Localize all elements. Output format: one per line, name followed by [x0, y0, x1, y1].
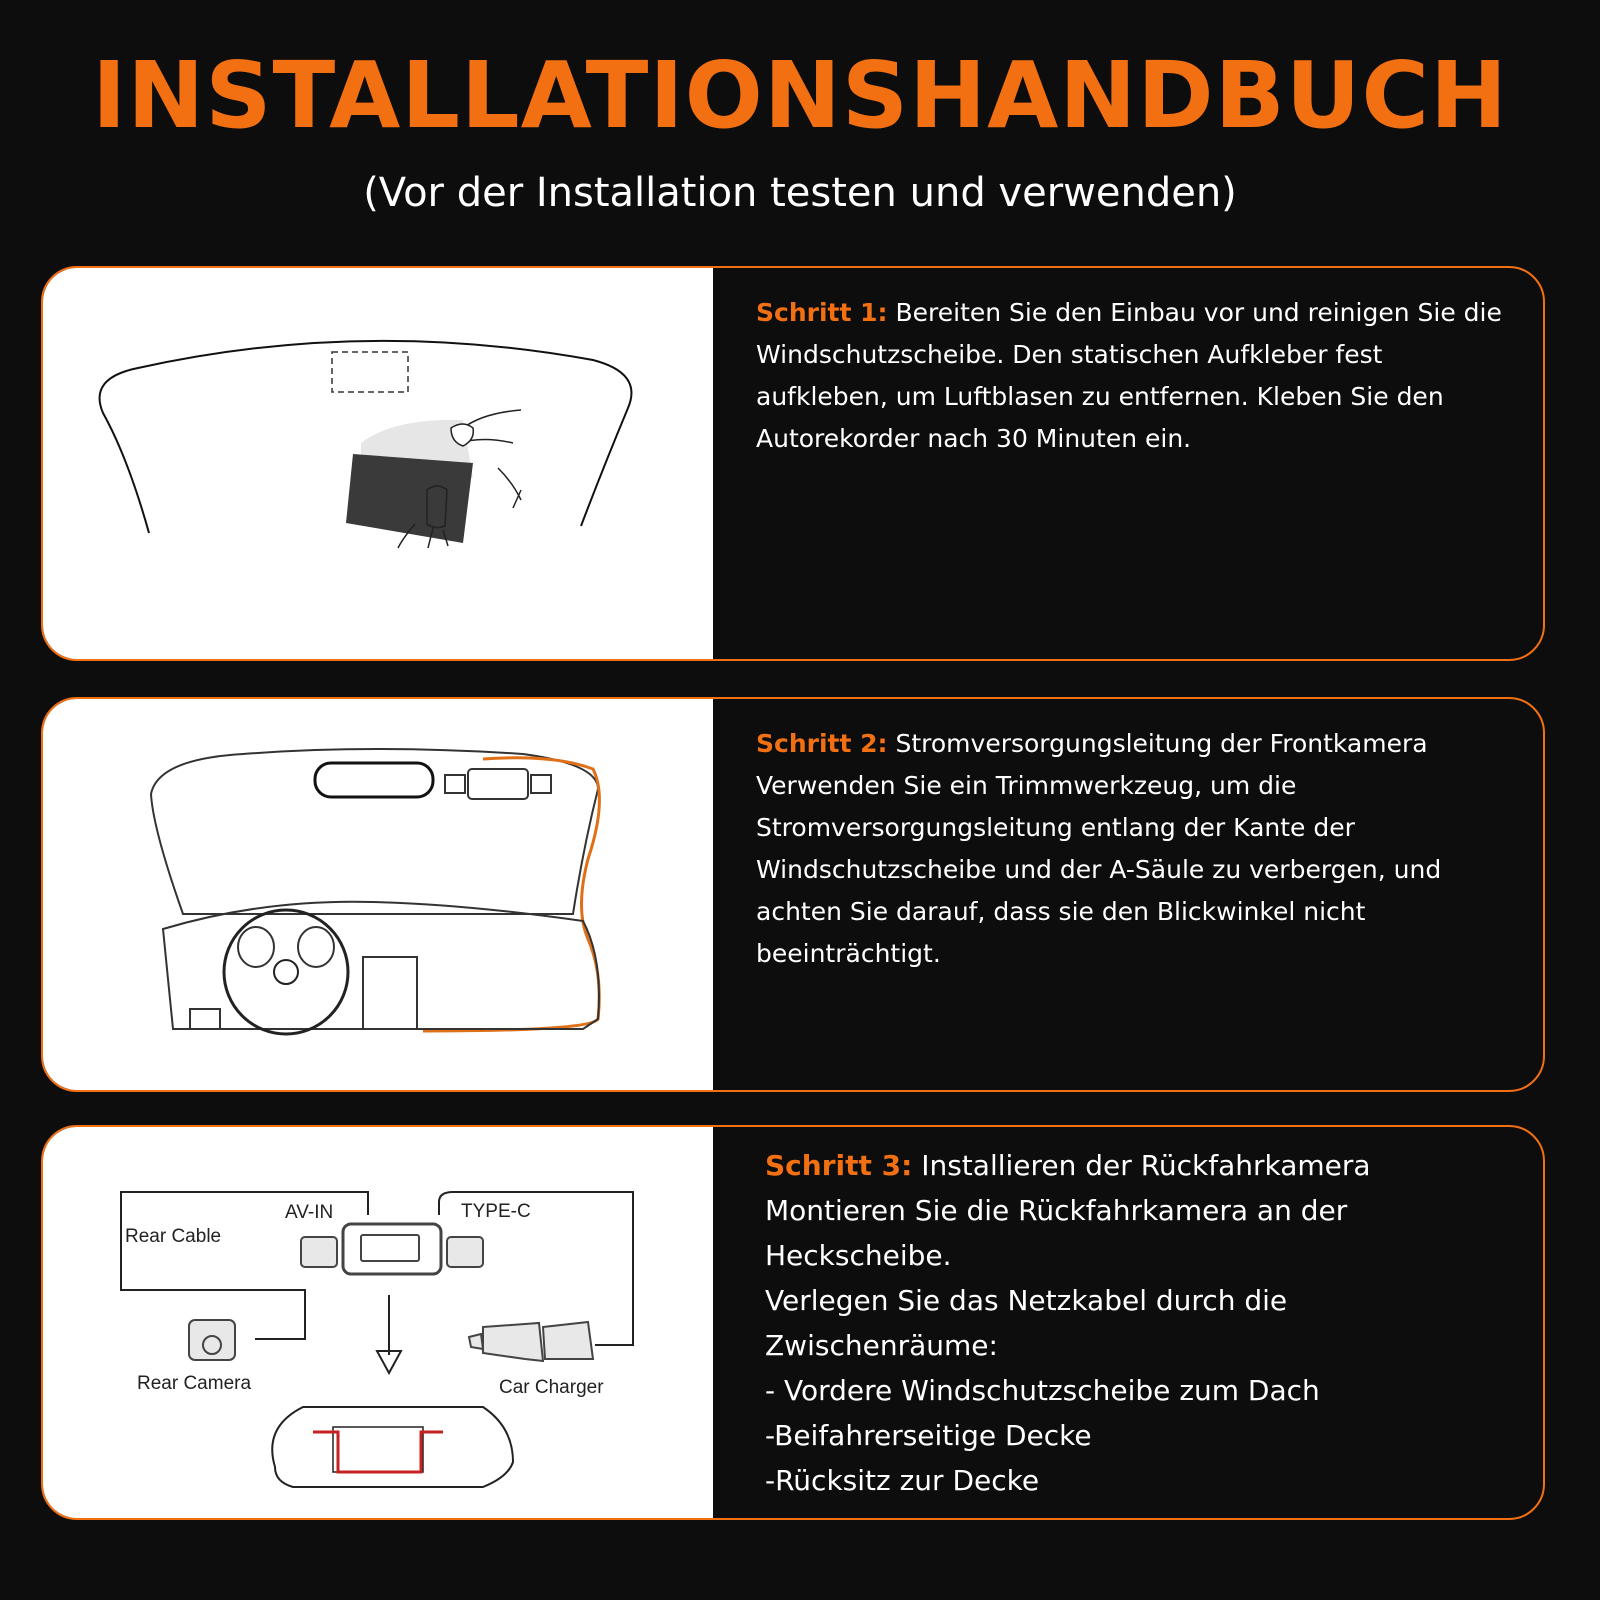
step-1-text	[756, 292, 1515, 460]
step-3-illustration-panel	[43, 1127, 713, 1518]
page-title: INSTALLATIONSHANDBUCH	[92, 42, 1508, 149]
step-1-label: Schritt 1:	[756, 298, 888, 327]
step-3-line-2: Verlegen Sie das Netzkabel durch die Zwischenräume:	[765, 1284, 1288, 1362]
step-3-text	[765, 1143, 1515, 1503]
step-2-description: Stromversorgungsleitung der Frontkamera Verwenden Sie ein Trimmwerkzeug, um die Stromversorgungsleitung entlang der Kante der Windschutzscheibe und der A-Säule zu verbergen, und achten Sie darauf, dass sie den Blickwinkel nicht beeinträchtigt.	[756, 729, 1442, 968]
rear-camera-label: Rear Camera	[137, 1373, 252, 1394]
step-1-description: Bereiten Sie den Einbau vor und reinigen Sie die Windschutzscheibe. Den statischen Aufkleber fest aufkleben, um Luftblasen zu entfernen. Kleben Sie den Autorekorder nach 30 Minuten ein.	[756, 298, 1502, 453]
step-3-heading: Installieren der Rückfahrkamera	[921, 1149, 1371, 1182]
step-1-illustration-panel	[43, 268, 713, 659]
step-3-line-3: - Vordere Windschutzscheibe zum Dach	[765, 1374, 1320, 1407]
step-2-label: Schritt 2:	[756, 729, 888, 758]
step-3-card	[41, 1125, 1545, 1520]
wiring-diagram-illustration	[43, 1127, 713, 1520]
page-subtitle: (Vor der Installation testen und verwenden)	[363, 170, 1237, 216]
windshield-sticker-illustration	[43, 268, 713, 661]
step-3-line-4: -Beifahrerseitige Decke	[765, 1419, 1092, 1452]
av-in-label: AV-IN	[285, 1202, 334, 1223]
car-charger-label: Car Charger	[499, 1377, 604, 1398]
step-1-card	[41, 266, 1545, 661]
step-3-line-5: -Rücksitz zur Decke	[765, 1464, 1040, 1497]
step-2-card	[41, 697, 1545, 1092]
step-2-illustration-panel	[43, 699, 713, 1090]
type-c-label: TYPE-C	[461, 1201, 531, 1222]
rear-cable-label: Rear Cable	[125, 1226, 222, 1247]
step-3-label: Schritt 3:	[765, 1149, 913, 1182]
step-2-text	[756, 723, 1515, 975]
step-3-line-1: Montieren Sie die Rückfahrkamera an der Heckscheibe.	[765, 1194, 1348, 1272]
car-interior-cable-routing-illustration	[43, 699, 713, 1092]
